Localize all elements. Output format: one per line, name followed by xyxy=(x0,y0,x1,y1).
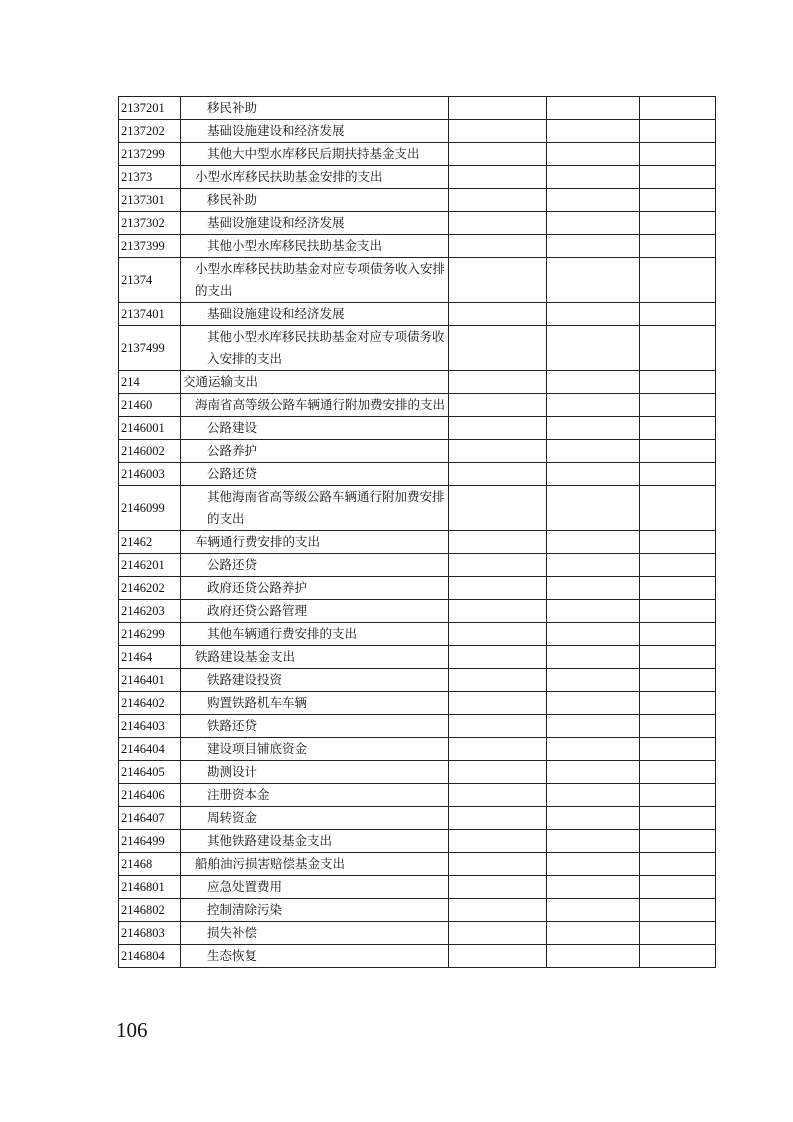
amount-col-2 xyxy=(547,303,640,326)
amount-col-3 xyxy=(640,738,716,761)
row-code: 2137399 xyxy=(119,235,181,258)
amount-col-2 xyxy=(547,899,640,922)
amount-col-2 xyxy=(547,212,640,235)
budget-table-body xyxy=(119,97,716,968)
row-name: 基础设施建设和经济发展 xyxy=(181,120,449,143)
amount-col-3 xyxy=(640,669,716,692)
amount-col-2 xyxy=(547,715,640,738)
amount-col-3 xyxy=(640,166,716,189)
amount-col-3 xyxy=(640,394,716,417)
row-name: 建设项目铺底资金 xyxy=(181,738,449,761)
row-code: 2146099 xyxy=(119,486,181,531)
row-code: 2137301 xyxy=(119,189,181,212)
table-row xyxy=(119,303,716,326)
amount-col-3 xyxy=(640,326,716,371)
row-name: 铁路建设基金支出 xyxy=(181,646,449,669)
amount-col-2 xyxy=(547,417,640,440)
row-code: 2146406 xyxy=(119,784,181,807)
row-code: 21468 xyxy=(119,853,181,876)
row-code: 2146403 xyxy=(119,715,181,738)
table-row xyxy=(119,235,716,258)
row-code: 2137202 xyxy=(119,120,181,143)
row-name: 海南省高等级公路车辆通行附加费安排的支出 xyxy=(181,394,449,417)
amount-col-1 xyxy=(449,945,547,968)
row-name: 公路养护 xyxy=(181,440,449,463)
table-row xyxy=(119,600,716,623)
amount-col-1 xyxy=(449,258,547,303)
amount-col-2 xyxy=(547,97,640,120)
table-row xyxy=(119,646,716,669)
amount-col-1 xyxy=(449,303,547,326)
amount-col-2 xyxy=(547,807,640,830)
amount-col-1 xyxy=(449,326,547,371)
amount-col-3 xyxy=(640,646,716,669)
table-row xyxy=(119,692,716,715)
amount-col-1 xyxy=(449,853,547,876)
amount-col-1 xyxy=(449,394,547,417)
amount-col-1 xyxy=(449,143,547,166)
amount-col-3 xyxy=(640,463,716,486)
amount-col-1 xyxy=(449,554,547,577)
amount-col-2 xyxy=(547,692,640,715)
row-name: 购置铁路机车车辆 xyxy=(181,692,449,715)
amount-col-1 xyxy=(449,120,547,143)
table-row xyxy=(119,738,716,761)
row-code: 2146801 xyxy=(119,876,181,899)
row-name: 控制清除污染 xyxy=(181,899,449,922)
row-code: 2146201 xyxy=(119,554,181,577)
amount-col-1 xyxy=(449,417,547,440)
amount-col-3 xyxy=(640,143,716,166)
amount-col-1 xyxy=(449,371,547,394)
amount-col-1 xyxy=(449,189,547,212)
amount-col-2 xyxy=(547,554,640,577)
amount-col-3 xyxy=(640,554,716,577)
row-name: 周转资金 xyxy=(181,807,449,830)
row-name: 其他车辆通行费安排的支出 xyxy=(181,623,449,646)
table-row xyxy=(119,166,716,189)
amount-col-2 xyxy=(547,166,640,189)
row-name: 铁路还贷 xyxy=(181,715,449,738)
table-row xyxy=(119,784,716,807)
amount-col-2 xyxy=(547,143,640,166)
amount-col-1 xyxy=(449,440,547,463)
amount-col-2 xyxy=(547,853,640,876)
row-code: 2137302 xyxy=(119,212,181,235)
amount-col-3 xyxy=(640,212,716,235)
table-row xyxy=(119,394,716,417)
amount-col-2 xyxy=(547,440,640,463)
amount-col-1 xyxy=(449,577,547,600)
table-row xyxy=(119,143,716,166)
amount-col-3 xyxy=(640,258,716,303)
amount-col-2 xyxy=(547,623,640,646)
amount-col-2 xyxy=(547,371,640,394)
amount-col-2 xyxy=(547,463,640,486)
amount-col-1 xyxy=(449,235,547,258)
amount-col-3 xyxy=(640,417,716,440)
table-row xyxy=(119,189,716,212)
table-row xyxy=(119,899,716,922)
amount-col-2 xyxy=(547,738,640,761)
row-code: 2146803 xyxy=(119,922,181,945)
row-code: 214 xyxy=(119,371,181,394)
amount-col-1 xyxy=(449,97,547,120)
row-code: 2146804 xyxy=(119,945,181,968)
amount-col-3 xyxy=(640,853,716,876)
row-name: 其他铁路建设基金支出 xyxy=(181,830,449,853)
amount-col-3 xyxy=(640,303,716,326)
table-row xyxy=(119,531,716,554)
row-code: 2137201 xyxy=(119,97,181,120)
amount-col-3 xyxy=(640,189,716,212)
table-row xyxy=(119,371,716,394)
table-row xyxy=(119,623,716,646)
amount-col-2 xyxy=(547,189,640,212)
amount-col-2 xyxy=(547,120,640,143)
amount-col-3 xyxy=(640,577,716,600)
amount-col-1 xyxy=(449,830,547,853)
row-code: 21464 xyxy=(119,646,181,669)
row-name: 注册资本金 xyxy=(181,784,449,807)
table-row xyxy=(119,876,716,899)
table-row xyxy=(119,715,716,738)
amount-col-2 xyxy=(547,258,640,303)
amount-col-3 xyxy=(640,899,716,922)
row-name: 其他海南省高等级公路车辆通行附加费安排的支出 xyxy=(181,486,449,531)
budget-table xyxy=(118,96,716,968)
row-code: 2137401 xyxy=(119,303,181,326)
page-number: 106 xyxy=(116,1018,148,1042)
amount-col-3 xyxy=(640,371,716,394)
row-code: 2137299 xyxy=(119,143,181,166)
row-name: 其他小型水库移民扶助基金支出 xyxy=(181,235,449,258)
amount-col-2 xyxy=(547,235,640,258)
row-name: 政府还贷公路养护 xyxy=(181,577,449,600)
amount-col-2 xyxy=(547,945,640,968)
row-name: 应急处置费用 xyxy=(181,876,449,899)
amount-col-1 xyxy=(449,761,547,784)
row-name: 移民补助 xyxy=(181,189,449,212)
table-row xyxy=(119,258,716,303)
amount-col-1 xyxy=(449,669,547,692)
row-code: 2146202 xyxy=(119,577,181,600)
row-name: 小型水库移民扶助基金安排的支出 xyxy=(181,166,449,189)
row-name: 公路建设 xyxy=(181,417,449,440)
row-code: 2146299 xyxy=(119,623,181,646)
row-code: 21462 xyxy=(119,531,181,554)
table-row xyxy=(119,922,716,945)
amount-col-2 xyxy=(547,669,640,692)
amount-col-2 xyxy=(547,784,640,807)
table-row xyxy=(119,417,716,440)
amount-col-1 xyxy=(449,692,547,715)
row-name: 生态恢复 xyxy=(181,945,449,968)
amount-col-1 xyxy=(449,899,547,922)
amount-col-3 xyxy=(640,235,716,258)
amount-col-1 xyxy=(449,784,547,807)
row-name: 交通运输支出 xyxy=(181,371,449,394)
amount-col-3 xyxy=(640,120,716,143)
amount-col-3 xyxy=(640,784,716,807)
table-row xyxy=(119,669,716,692)
table-row xyxy=(119,97,716,120)
row-code: 2146003 xyxy=(119,463,181,486)
amount-col-2 xyxy=(547,922,640,945)
row-name: 车辆通行费安排的支出 xyxy=(181,531,449,554)
amount-col-3 xyxy=(640,807,716,830)
row-code: 2146405 xyxy=(119,761,181,784)
amount-col-3 xyxy=(640,692,716,715)
row-code: 2146002 xyxy=(119,440,181,463)
row-code: 2146402 xyxy=(119,692,181,715)
amount-col-3 xyxy=(640,876,716,899)
amount-col-1 xyxy=(449,463,547,486)
amount-col-2 xyxy=(547,531,640,554)
amount-col-1 xyxy=(449,212,547,235)
amount-col-2 xyxy=(547,761,640,784)
amount-col-1 xyxy=(449,922,547,945)
row-name: 其他小型水库移民扶助基金对应专项债务收入安排的支出 xyxy=(181,326,449,371)
row-code: 2146802 xyxy=(119,899,181,922)
amount-col-1 xyxy=(449,600,547,623)
table-row xyxy=(119,577,716,600)
table-row xyxy=(119,807,716,830)
amount-col-3 xyxy=(640,945,716,968)
amount-col-2 xyxy=(547,486,640,531)
row-name: 移民补助 xyxy=(181,97,449,120)
row-code: 2146203 xyxy=(119,600,181,623)
amount-col-1 xyxy=(449,738,547,761)
row-name: 船舶油污损害赔偿基金支出 xyxy=(181,853,449,876)
amount-col-2 xyxy=(547,394,640,417)
row-code: 2137499 xyxy=(119,326,181,371)
amount-col-1 xyxy=(449,623,547,646)
row-name: 基础设施建设和经济发展 xyxy=(181,212,449,235)
amount-col-2 xyxy=(547,876,640,899)
amount-col-2 xyxy=(547,577,640,600)
amount-col-2 xyxy=(547,600,640,623)
amount-col-3 xyxy=(640,486,716,531)
amount-col-1 xyxy=(449,715,547,738)
amount-col-1 xyxy=(449,646,547,669)
row-name: 勘测设计 xyxy=(181,761,449,784)
table-row xyxy=(119,326,716,371)
table-row xyxy=(119,486,716,531)
table-row xyxy=(119,554,716,577)
row-name: 基础设施建设和经济发展 xyxy=(181,303,449,326)
amount-col-1 xyxy=(449,876,547,899)
table-row xyxy=(119,830,716,853)
row-name: 小型水库移民扶助基金对应专项债务收入安排的支出 xyxy=(181,258,449,303)
amount-col-1 xyxy=(449,166,547,189)
table-row xyxy=(119,945,716,968)
amount-col-3 xyxy=(640,531,716,554)
row-code: 2146499 xyxy=(119,830,181,853)
amount-col-3 xyxy=(640,623,716,646)
table-row xyxy=(119,120,716,143)
amount-col-3 xyxy=(640,761,716,784)
amount-col-3 xyxy=(640,922,716,945)
table-row xyxy=(119,463,716,486)
amount-col-3 xyxy=(640,715,716,738)
amount-col-3 xyxy=(640,97,716,120)
row-code: 21460 xyxy=(119,394,181,417)
row-name: 公路还贷 xyxy=(181,554,449,577)
amount-col-2 xyxy=(547,326,640,371)
amount-col-2 xyxy=(547,646,640,669)
row-name: 铁路建设投资 xyxy=(181,669,449,692)
row-code: 21374 xyxy=(119,258,181,303)
row-name: 政府还贷公路管理 xyxy=(181,600,449,623)
row-code: 2146404 xyxy=(119,738,181,761)
row-name: 损失补偿 xyxy=(181,922,449,945)
row-code: 2146407 xyxy=(119,807,181,830)
amount-col-3 xyxy=(640,440,716,463)
row-code: 2146401 xyxy=(119,669,181,692)
amount-col-3 xyxy=(640,600,716,623)
table-row xyxy=(119,212,716,235)
amount-col-1 xyxy=(449,531,547,554)
amount-col-3 xyxy=(640,830,716,853)
table-row xyxy=(119,853,716,876)
row-code: 21373 xyxy=(119,166,181,189)
amount-col-2 xyxy=(547,830,640,853)
row-code: 2146001 xyxy=(119,417,181,440)
table-row xyxy=(119,440,716,463)
row-name: 其他大中型水库移民后期扶持基金支出 xyxy=(181,143,449,166)
amount-col-1 xyxy=(449,486,547,531)
amount-col-1 xyxy=(449,807,547,830)
row-name: 公路还贷 xyxy=(181,463,449,486)
table-row xyxy=(119,761,716,784)
